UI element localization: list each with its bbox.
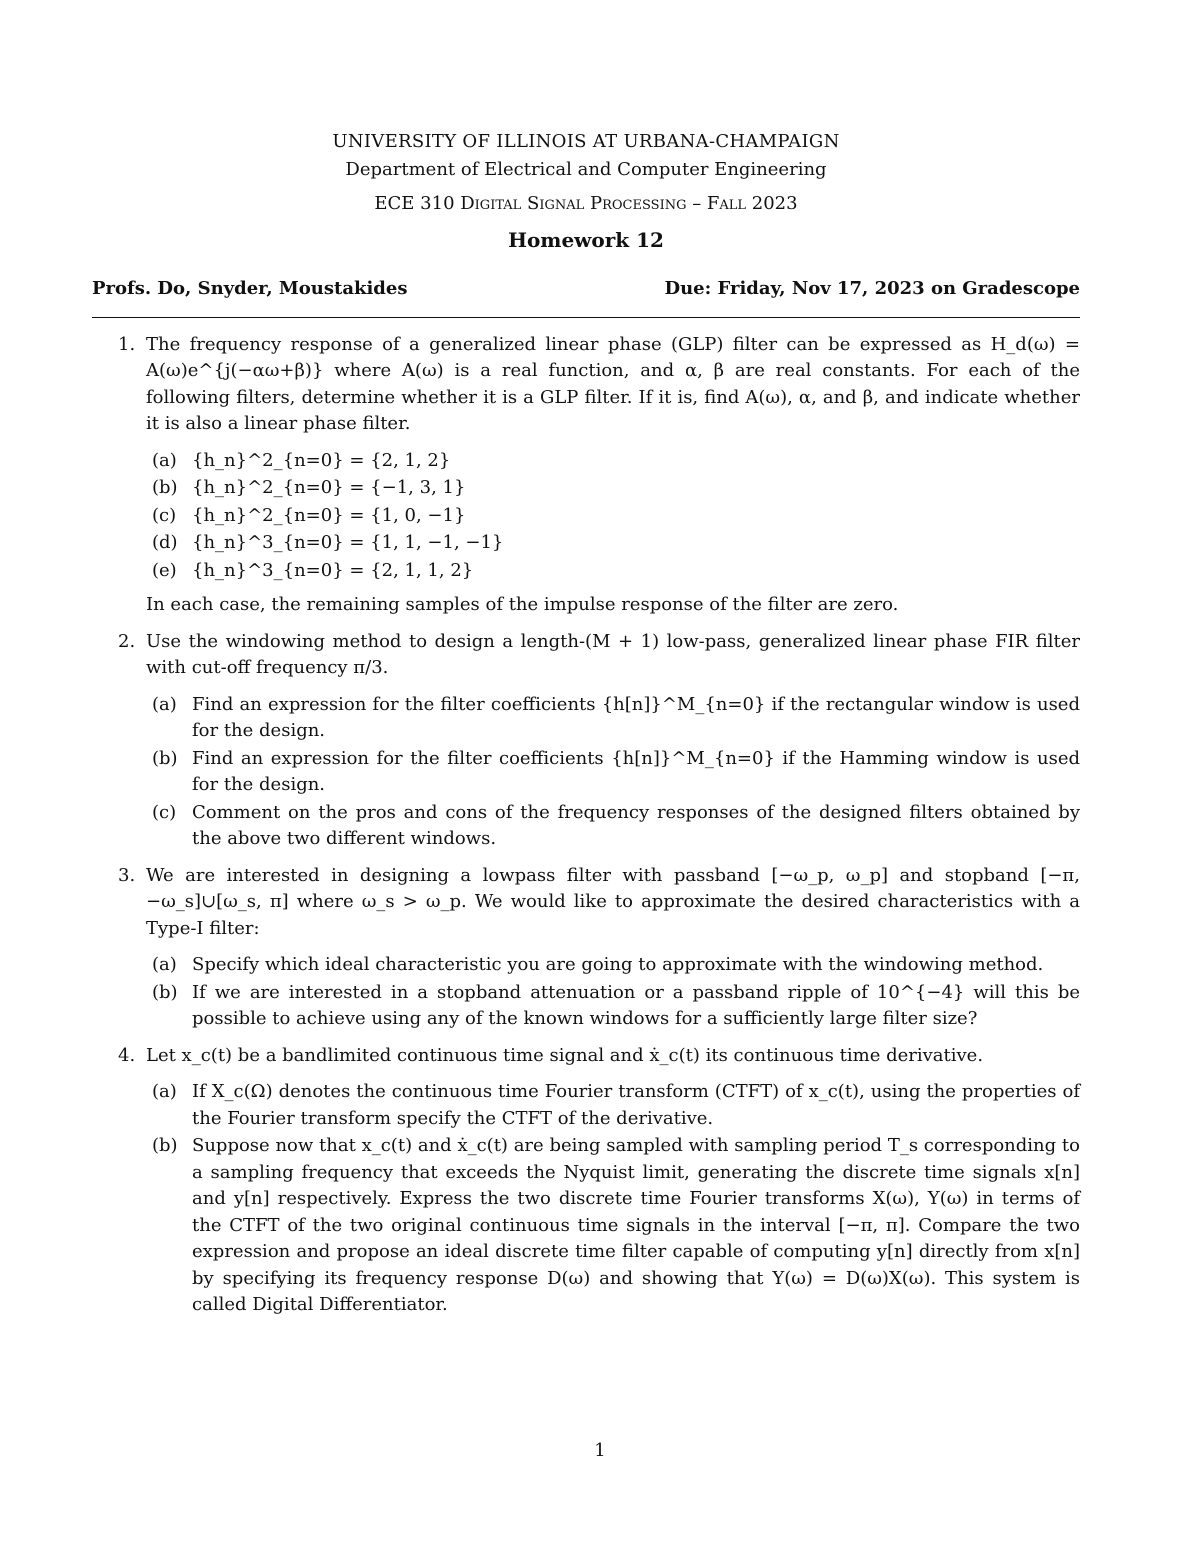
subpart-label: (d) [152,532,178,553]
subpart-text: Suppose now that x_c(t) and ẋ_c(t) are being sampled with sampling period T_s corresponding to a sampling frequency that exceeds the Nyquist limit, generating the discrete time signals x[n] and y[n] respectively. Express the two discrete time Fourier transforms X(ω), Y(ω) in terms of the CTFT of the two original continuous time signals in the interval [−π, π]. Compare the two expression and propose an ideal discrete time filter capable of computing y[n] directly from x[n] by specifying its frequency response D(ω) and showing that Y(ω) = D(ω)X(ω). This system is called Digital Differentiator. [192,1135,1080,1315]
subpart-text: Specify which ideal characteristic you are going to approximate with the windowing method. [192,954,1044,975]
subpart-text: {h_n}^2_{n=0} = {−1, 3, 1} [192,477,466,498]
subpart-label: (b) [152,747,178,769]
subpart-label: (a) [152,954,177,975]
problem-text: The frequency response of a generalized linear phase (GLP) filter can be expressed as H_d(ω) = A(ω)e^{j(−αω+β)} where A(ω) is a real function, and α, β are real constants. For each of the following filters, determine whether it is a GLP filter. If it is, find A(ω), α, and β, and indicate whether it is also a linear phase filter. [146,333,1080,434]
problem-number: 2. [118,630,136,652]
problem-text: Let x_c(t) be a bandlimited continuous time signal and ẋ_c(t) its continuous time derivative. [146,1044,984,1066]
subpart-label: (b) [152,477,178,498]
problem-3 [92,863,1080,1033]
subpart [146,952,1080,979]
instructors: Profs. Do, Snyder, Moustakides [92,278,408,299]
problem-note: In each case, the remaining samples of the impulse response of the filter are zero. [146,594,899,615]
subpart-label: (a) [152,1081,177,1102]
subpart [146,558,1080,585]
problem-number: 4. [118,1044,136,1066]
subpart-text: If X_c(Ω) denotes the continuous time Fourier transform (CTFT) of x_c(t), using the properties of the Fourier transform specify the CTFT of the derivative. [192,1081,1080,1129]
subpart-list [146,692,1080,853]
subpart [146,800,1080,853]
document-header [92,128,1080,254]
homework-title: Homework 12 [508,228,664,252]
subpart-text: {h_n}^3_{n=0} = {2, 1, 1, 2} [192,559,474,581]
info-line [92,276,1080,303]
due-date: Due: Friday, Nov 17, 2023 on Gradescope [664,278,1080,299]
subpart-label: (b) [152,1135,178,1156]
subpart-label: (c) [152,504,177,526]
subpart-label: (a) [152,449,177,471]
page-number: 1 [594,1440,606,1461]
subpart-text: {h_n}^2_{n=0} = {1, 0, −1} [192,504,466,526]
department-name: Department of Electrical and Computer Engineering [345,159,827,180]
subpart [146,530,1080,557]
subpart [146,746,1080,799]
problem-1 [92,332,1080,619]
subpart-label: (a) [152,693,177,715]
subpart [146,475,1080,502]
problem-text: Use the windowing method to design a length-(M + 1) low-pass, generalized linear phase FIR filter with cut-off frequency π/3. [146,630,1080,678]
problem-text: We are interested in designing a lowpass filter with passband [−ω_p, ω_p] and stopband [−π, −ω_s]∪[ω_s, π] where ω_s > ω_p. We would like to approximate the desired characteristics with a Type-I filter: [146,864,1080,939]
subpart [146,503,1080,530]
problem-4 [92,1043,1080,1319]
subpart-list [146,448,1080,585]
subpart-text: Find an expression for the filter coefficients {h[n]}^M_{n=0} if the Hamming window is used for the design. [192,747,1080,795]
problem-2 [92,629,1080,853]
subpart [146,980,1080,1033]
subpart-text: {h_n}^3_{n=0} = {1, 1, −1, −1} [192,532,504,553]
subpart-list [146,1079,1080,1319]
subpart [146,1079,1080,1132]
subpart [146,1133,1080,1319]
subpart-text: Comment on the pros and cons of the frequency responses of the designed filters obtained by the above two different windows. [192,801,1080,849]
university-name: UNIVERSITY OF ILLINOIS AT URBANA-CHAMPAIGN [332,131,840,152]
subpart [146,448,1080,475]
course-title: ECE 310 Digital Signal Processing – Fall 2023 [374,193,798,214]
problem-number: 1. [118,333,136,355]
problem-number: 3. [118,864,136,886]
header-divider [92,317,1080,318]
subpart-label: (c) [152,801,177,823]
subpart-text: If we are interested in a stopband attenuation or a passband ripple of 10^{−4} will this be possible to achieve using any of the known windows for a sufficiently large filter size? [192,981,1080,1029]
subpart [146,692,1080,745]
subpart-text: Find an expression for the filter coefficients {h[n]}^M_{n=0} if the rectangular window is used for the design. [192,693,1080,741]
subpart-list [146,952,1080,1033]
subpart-label: (b) [152,981,178,1003]
subpart-label: (e) [152,559,177,581]
homework-page [92,128,1080,1329]
problem-list [92,332,1080,1319]
subpart-text: {h_n}^2_{n=0} = {2, 1, 2} [192,449,451,471]
